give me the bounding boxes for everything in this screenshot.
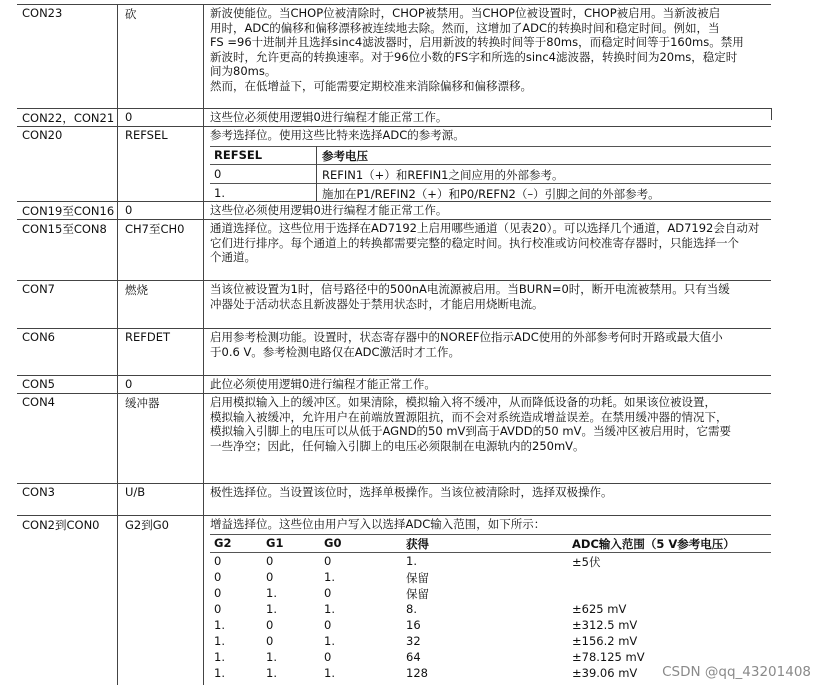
gain-cell: 0 bbox=[266, 570, 274, 584]
gain-cell: 1. bbox=[324, 634, 335, 648]
gain-cell: 16 bbox=[406, 618, 421, 632]
gain-cell: 0 bbox=[324, 586, 332, 600]
name-cell: G2到G0 bbox=[125, 518, 169, 532]
bit-cell: CON15至CON8 bbox=[22, 222, 107, 236]
gain-cell: ±625 mV bbox=[572, 602, 627, 616]
bit-cell: CON2到CON0 bbox=[22, 518, 100, 532]
gain-cell: 1. bbox=[324, 602, 335, 616]
description-line: 这些位必须使用逻辑0进行编程才能正常工作。 bbox=[210, 203, 448, 217]
gain-cell: 0 bbox=[266, 554, 274, 568]
description-line: 当该位被设置为1时，信号路径中的500nA电流源被启用。当BURN=0时，断开电流被禁用。只有当缓 bbox=[210, 282, 730, 296]
name-cell: U/B bbox=[125, 485, 146, 499]
description-line: 此位必须使用逻辑0进行编程才能正常工作。 bbox=[210, 377, 436, 391]
register-row-con20 bbox=[17, 126, 771, 202]
refsel-value: 0 bbox=[214, 167, 222, 181]
description-line: 启用参考检测功能。设置时，状态寄存器中的NOREF位指示ADC使用的外部参考何时开路或最大值小 bbox=[210, 330, 723, 344]
description-line: 然而，在低增益下，可能需要定期校准来消除偏移和偏移漂移。 bbox=[210, 78, 532, 93]
name-cell: 0 bbox=[125, 377, 133, 391]
bit-cell: CON23 bbox=[22, 6, 63, 20]
register-row-con22-con21 bbox=[17, 108, 771, 127]
register-row-con3 bbox=[17, 483, 771, 516]
description-cell bbox=[210, 395, 770, 453]
bit-cell: CON20 bbox=[22, 128, 63, 142]
description-line: 模拟输入被缓冲，允许用户在前端放置源阻抗，而不会对系统造成增益误差。在禁用缓冲器的情况下， bbox=[210, 409, 728, 424]
description-line: 个通道。 bbox=[210, 250, 256, 264]
register-row-con23 bbox=[17, 4, 771, 109]
column-divider bbox=[203, 4, 204, 685]
register-row-con19-con16 bbox=[17, 201, 771, 220]
column-divider bbox=[117, 4, 118, 685]
register-row-con15-con8 bbox=[17, 219, 771, 281]
g2-header: G2 bbox=[214, 536, 232, 550]
description-cell bbox=[210, 128, 770, 143]
gain-cell: 1. bbox=[214, 666, 225, 680]
description-line: 通道选择位。这些位用于选择在AD7192上启用哪些通道（见表20）。可以选择几个通道，AD7192会自动对 bbox=[210, 221, 760, 235]
gain-cell: 1. bbox=[266, 586, 277, 600]
description-cell bbox=[210, 282, 770, 311]
gain-cell: 1. bbox=[266, 666, 277, 680]
description-line: 这些位必须使用逻辑0进行编程才能正常工作。 bbox=[210, 110, 448, 124]
bit-cell: CON22，CON21 bbox=[22, 111, 115, 125]
description-cell bbox=[210, 110, 770, 125]
gain-cell: 0 bbox=[324, 554, 332, 568]
table-right-border bbox=[771, 108, 772, 120]
name-cell: 砍 bbox=[125, 7, 137, 21]
description-line: 它们进行排序。每个通道上的转换都需要完整的稳定时间。执行校准或访问校准寄存器时，只能选择一个 bbox=[210, 235, 739, 250]
refsel-value: 1. bbox=[214, 186, 225, 200]
gain-cell: 128 bbox=[406, 666, 428, 680]
name-cell: 0 bbox=[125, 203, 133, 217]
description-cell bbox=[210, 203, 770, 218]
register-row-con7 bbox=[17, 280, 771, 329]
bit-cell: CON7 bbox=[22, 282, 56, 296]
register-row-con4 bbox=[17, 393, 771, 484]
gain-cell: 1. bbox=[406, 554, 417, 568]
gain-cell: 1. bbox=[266, 650, 277, 664]
gain-cell: 8. bbox=[406, 602, 417, 616]
reference-voltage-value: REFIN1（+）和REFIN1之间应用的外部参考。 bbox=[322, 168, 564, 182]
watermark: CSDN @qq_43201408 bbox=[662, 664, 811, 680]
gain-cell: ±78.125 mV bbox=[572, 650, 645, 664]
name-cell: CH7至CH0 bbox=[125, 222, 185, 236]
name-cell: REFSEL bbox=[125, 128, 168, 142]
description-line: 用时，ADC的偏移和偏移漂移被连续地去除。然而，这增加了ADC的转换时间和稳定时间。例如，当 bbox=[210, 20, 720, 35]
description-cell bbox=[210, 377, 770, 392]
gain-cell: 0 bbox=[266, 618, 274, 632]
register-row-con6 bbox=[17, 328, 771, 376]
description-line: 参考选择位。使用这些比特来选择ADC的参考源。 bbox=[210, 128, 465, 142]
gain-cell: 32 bbox=[406, 634, 421, 648]
description-cell bbox=[210, 221, 770, 265]
name-cell: 燃烧 bbox=[125, 283, 148, 297]
bit-cell: CON6 bbox=[22, 330, 56, 344]
register-row-con5 bbox=[17, 375, 771, 394]
description-line: FS =96十进制并且选择sinc4滤波器时，启用新波的转换时间等于80ms，而稳定时间等于160ms。禁用 bbox=[210, 35, 744, 49]
description-line: 模拟输入引脚上的电压可以从低于AGND的50 mV到高于AVDD的50 mV。当缓冲区被启用时，它需要 bbox=[210, 424, 731, 438]
gain-cell: 0 bbox=[324, 650, 332, 664]
description-cell bbox=[210, 485, 770, 500]
description-line: 极性选择位。当设置该位时，选择单极操作。当该位被清除时，选择双极操作。 bbox=[210, 485, 613, 499]
description-line: 一些净空；因此，任何输入引脚上的电压必须限制在电源轨内的250mV。 bbox=[210, 438, 585, 453]
gain-cell: 0 bbox=[214, 554, 222, 568]
description-cell bbox=[210, 6, 770, 93]
refsel-table bbox=[210, 146, 771, 202]
bit-cell: CON3 bbox=[22, 485, 56, 499]
description-line: 启用模拟输入上的缓冲区。如果清除，模拟输入将不缓冲，从而降低设备的功耗。如果该位被设置， bbox=[210, 395, 716, 409]
gain-cell: 1. bbox=[214, 634, 225, 648]
gain-header: 获得 bbox=[406, 537, 429, 551]
bit-cell: CON4 bbox=[22, 395, 56, 409]
reference-voltage-header: 参考电压 bbox=[322, 149, 368, 163]
name-cell: 0 bbox=[125, 110, 133, 124]
reference-voltage-value: 施加在P1/REFIN2（+）和P0/REFN2（–）引脚之间的外部参考。 bbox=[322, 187, 660, 201]
name-cell: REFDET bbox=[125, 330, 171, 344]
input-range-header: ADC输入范围（5 V参考电压） bbox=[572, 537, 735, 551]
gain-cell: 64 bbox=[406, 650, 421, 664]
description-line: 于0.6 V。参考检测电路仅在ADC激活时才工作。 bbox=[210, 344, 461, 359]
description-line: 冲器处于活动状态且新波器处于禁用状态时，才能启用烧断电流。 bbox=[210, 296, 544, 311]
description-line: 间为80ms。 bbox=[210, 64, 277, 78]
g0-header: G0 bbox=[324, 536, 342, 550]
gain-cell: ±156.2 mV bbox=[572, 634, 638, 648]
bit-cell: CON19至CON16 bbox=[22, 204, 115, 218]
gain-cell: 0 bbox=[214, 570, 222, 584]
gain-cell: 1. bbox=[266, 602, 277, 616]
gain-cell: 0 bbox=[214, 602, 222, 616]
gain-cell: 1. bbox=[214, 618, 225, 632]
bit-cell: CON5 bbox=[22, 377, 56, 391]
refsel-header: REFSEL bbox=[214, 148, 263, 162]
gain-cell: 0 bbox=[266, 634, 274, 648]
gain-cell: 1. bbox=[324, 666, 335, 680]
gain-cell: 0 bbox=[214, 586, 222, 600]
gain-cell: ±39.06 mV bbox=[572, 666, 638, 680]
g1-header: G1 bbox=[266, 536, 284, 550]
description-line: 增益选择位。这些位由用户写入以选择ADC输入范围，如下所示： bbox=[210, 517, 546, 531]
gain-cell: ±312.5 mV bbox=[572, 618, 638, 632]
register-row-con2-con0 bbox=[17, 515, 771, 686]
gain-cell: 1. bbox=[324, 570, 335, 584]
description-line: 新波时，允许更高的转换速率。对于96位小数的FS字和所选的sinc4滤波器，转换时间为20ms，稳定时 bbox=[210, 49, 738, 64]
gain-cell: 保留 bbox=[406, 571, 429, 585]
description-line: 新波使能位。当CHOP位被清除时，CHOP被禁用。当CHOP位被设置时，CHOP被启用。当新波被启 bbox=[210, 6, 721, 20]
description-cell bbox=[210, 517, 770, 532]
gain-cell: 1. bbox=[214, 650, 225, 664]
gain-cell: ±5伏 bbox=[572, 555, 601, 569]
name-cell: 缓冲器 bbox=[125, 396, 160, 410]
description-cell bbox=[210, 330, 770, 359]
gain-cell: 保留 bbox=[406, 587, 429, 601]
gain-cell: 0 bbox=[324, 618, 332, 632]
